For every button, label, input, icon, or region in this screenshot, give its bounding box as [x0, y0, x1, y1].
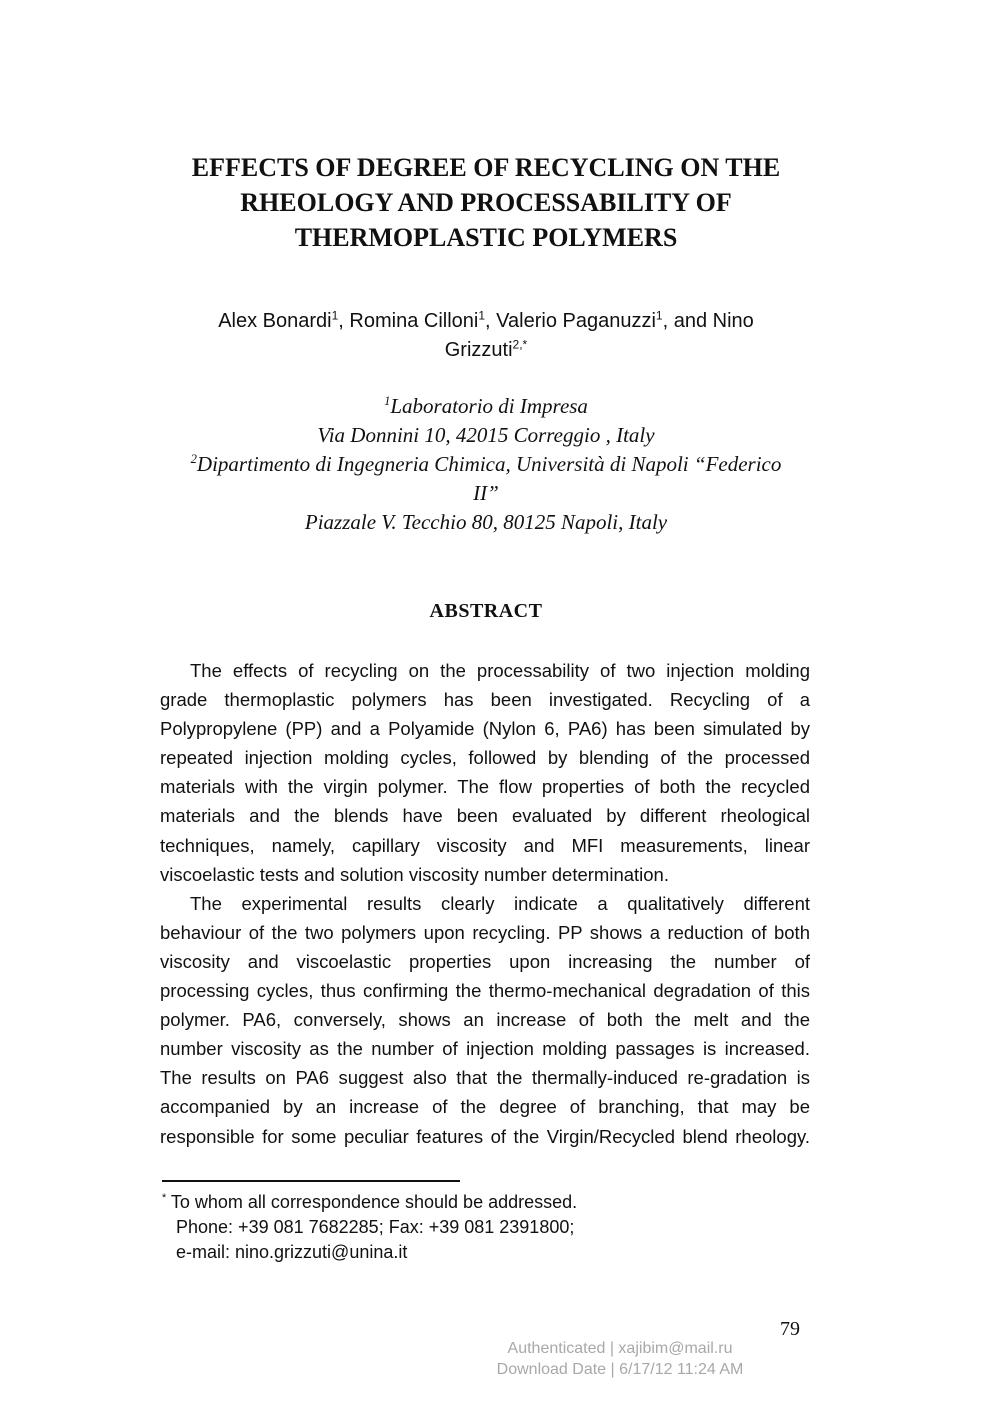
abstract-line: materials and the blends have been evaluated by different rheological: [160, 805, 810, 827]
affiliations: [130, 392, 842, 537]
abstract-line: polymer. PA6, conversely, shows an increase of both the melt and the: [160, 1009, 810, 1031]
abstract-line: processing cycles, thus confirming the thermo-mechanical degradation of this: [160, 980, 810, 1002]
affiliation-line: Via Donnini 10, 42015 Correggio , Italy: [317, 423, 655, 447]
affiliation-number: 2: [190, 452, 197, 466]
abstract-heading: ABSTRACT: [429, 600, 543, 622]
abstract-line: The results on PA6 suggest also that the thermally-induced re-gradation is: [160, 1067, 810, 1089]
abstract-body: [160, 656, 810, 1151]
affiliation-mark: 1: [331, 308, 339, 323]
affiliation-mark: 1: [655, 308, 663, 323]
abstract-line: grade thermoplastic polymers has been investigated. Recycling of a: [160, 689, 810, 711]
author-name: Romina Cilloni: [349, 310, 479, 332]
affiliation-line: II”: [473, 481, 499, 505]
footnote-line: [162, 1190, 577, 1215]
affiliation-mark: 2,*: [512, 337, 528, 352]
author-list: [150, 307, 822, 365]
paper-title: [150, 150, 822, 255]
abstract-line: responsible for some peculiar features of the Virgin/Recycled blend rheology.: [160, 1125, 810, 1147]
watermark-line: Download Date | 6/17/12 11:24 AM: [496, 1361, 744, 1378]
footnote-marker: *: [162, 1192, 167, 1204]
footnote: [162, 1190, 577, 1265]
affiliation-mark: 1: [478, 308, 486, 323]
footnote-line: Phone: +39 081 7682285; Fax: +39 081 2391800;: [176, 1217, 575, 1237]
abstract-line: viscoelastic tests and solution viscosity number determination.: [160, 863, 669, 885]
abstract-line: repeated injection molding cycles, followed by blending of the processed: [160, 747, 810, 769]
footnote-divider: [162, 1180, 460, 1182]
author-name-part: and Nino: [673, 310, 754, 332]
author-line-1: Alex Bonardi$^1$, Romina Cilloni$^1$, Valerio Paganuzzi$^1$, and Nino: [218, 308, 754, 332]
title-line: EFFECTS OF DEGREE OF RECYCLING ON THE: [191, 153, 781, 182]
abstract-line: Polypropylene (PP) and a Polyamide (Nylon 6, PA6) has been simulated by: [160, 718, 810, 740]
abstract-line: techniques, namely, capillary viscosity and MFI measurements, linear: [160, 834, 810, 856]
affiliation-line: [130, 450, 842, 479]
title-line: THERMOPLASTIC POLYMERS: [294, 223, 678, 252]
abstract-line: viscosity and viscoelastic properties upon increasing the number of: [160, 950, 810, 972]
page-number: 79: [780, 1318, 800, 1340]
affiliation-line: Piazzale V. Tecchio 80, 80125 Napoli, Italy: [304, 510, 668, 534]
abstract-line: accompanied by an increase of the degree of branching, that may be: [160, 1096, 810, 1118]
abstract-line: behaviour of the two polymers upon recycling. PP shows a reduction of both: [160, 921, 810, 943]
abstract-line: number viscosity as the number of injection molding passages is increased.: [160, 1038, 810, 1060]
abstract-line: The experimental results clearly indicate a qualitatively different: [190, 892, 810, 914]
affiliation-line: [130, 392, 842, 421]
abstract-line: materials with the virgin polymer. The flow properties of both the recycled: [160, 776, 810, 798]
affiliation-text: Laboratorio di Impresa: [390, 394, 588, 418]
watermark-line: Authenticated | xajibim@mail.ru: [507, 1340, 733, 1357]
affiliation-number: 1: [384, 394, 391, 408]
footnote-text: To whom all correspondence should be addressed.: [170, 1192, 578, 1212]
title-line: RHEOLOGY AND PROCESSABILITY OF: [240, 188, 732, 217]
affiliation-text: Dipartimento di Ingegneria Chimica, Università di Napoli “Federico: [196, 452, 782, 476]
download-watermark: [470, 1338, 770, 1380]
author-name: Valerio Paganuzzi: [496, 310, 656, 332]
author-name: Alex Bonardi: [218, 310, 332, 332]
footnote-email: e-mail: nino.grizzuti@unina.it: [176, 1242, 408, 1262]
abstract-line: The effects of recycling on the processability of two injection molding: [190, 660, 810, 681]
author-name-part: Grizzuti: [444, 339, 513, 361]
author-line-2: [150, 336, 822, 365]
